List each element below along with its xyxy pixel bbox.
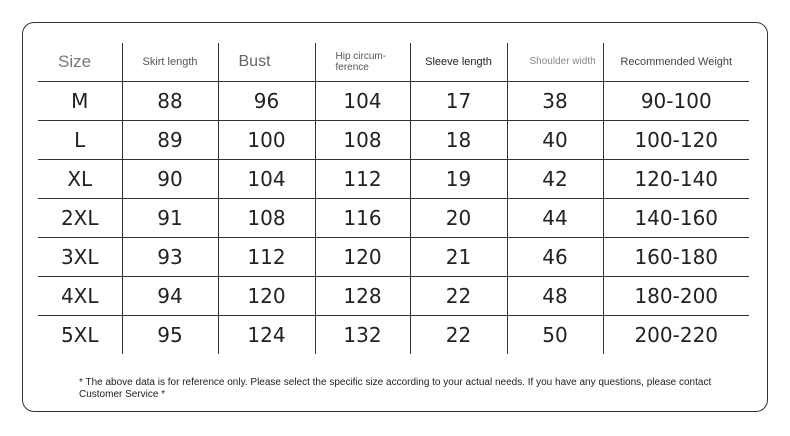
cell-skirt-length: 94 (122, 277, 218, 316)
cell-weight: 180-200 (603, 277, 749, 316)
header-size: Size (38, 43, 122, 82)
cell-hip: 128 (315, 277, 410, 316)
header-shoulder-width: Shoulder width (507, 43, 603, 82)
cell-size: 3XL (38, 238, 122, 277)
cell-weight: 90-100 (603, 82, 749, 121)
cell-bust: 100 (218, 121, 315, 160)
cell-shoulder: 46 (507, 238, 603, 277)
cell-skirt-length: 91 (122, 199, 218, 238)
cell-sleeve: 22 (410, 316, 507, 355)
table-row (38, 121, 749, 160)
cell-shoulder: 50 (507, 316, 603, 355)
cell-skirt-length: 89 (122, 121, 218, 160)
cell-shoulder: 38 (507, 82, 603, 121)
cell-shoulder: 44 (507, 199, 603, 238)
cell-skirt-length: 95 (122, 316, 218, 355)
cell-weight: 160-180 (603, 238, 749, 277)
cell-skirt-length: 88 (122, 82, 218, 121)
cell-size: 2XL (38, 199, 122, 238)
cell-weight: 200-220 (603, 316, 749, 355)
cell-hip: 104 (315, 82, 410, 121)
cell-bust: 120 (218, 277, 315, 316)
size-table (38, 43, 749, 354)
cell-size: L (38, 121, 122, 160)
cell-shoulder: 42 (507, 160, 603, 199)
cell-sleeve: 18 (410, 121, 507, 160)
cell-bust: 96 (218, 82, 315, 121)
cell-hip: 132 (315, 316, 410, 355)
table-row (38, 199, 749, 238)
cell-sleeve: 20 (410, 199, 507, 238)
cell-bust: 124 (218, 316, 315, 355)
header-bust: Bust (218, 43, 315, 82)
table-row (38, 82, 749, 121)
header-hip-circumference: Hip circum-ference (315, 43, 410, 82)
cell-skirt-length: 93 (122, 238, 218, 277)
cell-size: M (38, 82, 122, 121)
cell-sleeve: 19 (410, 160, 507, 199)
table-row (38, 238, 749, 277)
cell-size: 4XL (38, 277, 122, 316)
cell-bust: 112 (218, 238, 315, 277)
cell-skirt-length: 90 (122, 160, 218, 199)
cell-bust: 108 (218, 199, 315, 238)
cell-weight: 100-120 (603, 121, 749, 160)
cell-bust: 104 (218, 160, 315, 199)
table-header-row (38, 43, 749, 82)
cell-sleeve: 21 (410, 238, 507, 277)
table-row (38, 277, 749, 316)
cell-sleeve: 22 (410, 277, 507, 316)
cell-weight: 140-160 (603, 199, 749, 238)
header-sleeve-length: Sleeve length (410, 43, 507, 82)
cell-shoulder: 40 (507, 121, 603, 160)
cell-size: 5XL (60, 323, 99, 347)
cell-shoulder: 48 (507, 277, 603, 316)
table-row (38, 316, 749, 355)
cell-size: XL (38, 160, 122, 199)
header-skirt-length: Skirt length (122, 43, 218, 82)
cell-hip: 112 (315, 160, 410, 199)
table-row (38, 160, 749, 199)
header-recommended-weight: Recommended Weight (603, 43, 749, 82)
cell-hip: 120 (315, 238, 410, 277)
cell-sleeve: 17 (410, 82, 507, 121)
cell-hip: 108 (315, 121, 410, 160)
cell-hip: 116 (315, 199, 410, 238)
cell-weight: 120-140 (603, 160, 749, 199)
disclaimer-note: * The above data is for reference only. Please select the specific size according to your actual needs. If you have any questions, please contact Customer Service * (79, 377, 712, 400)
